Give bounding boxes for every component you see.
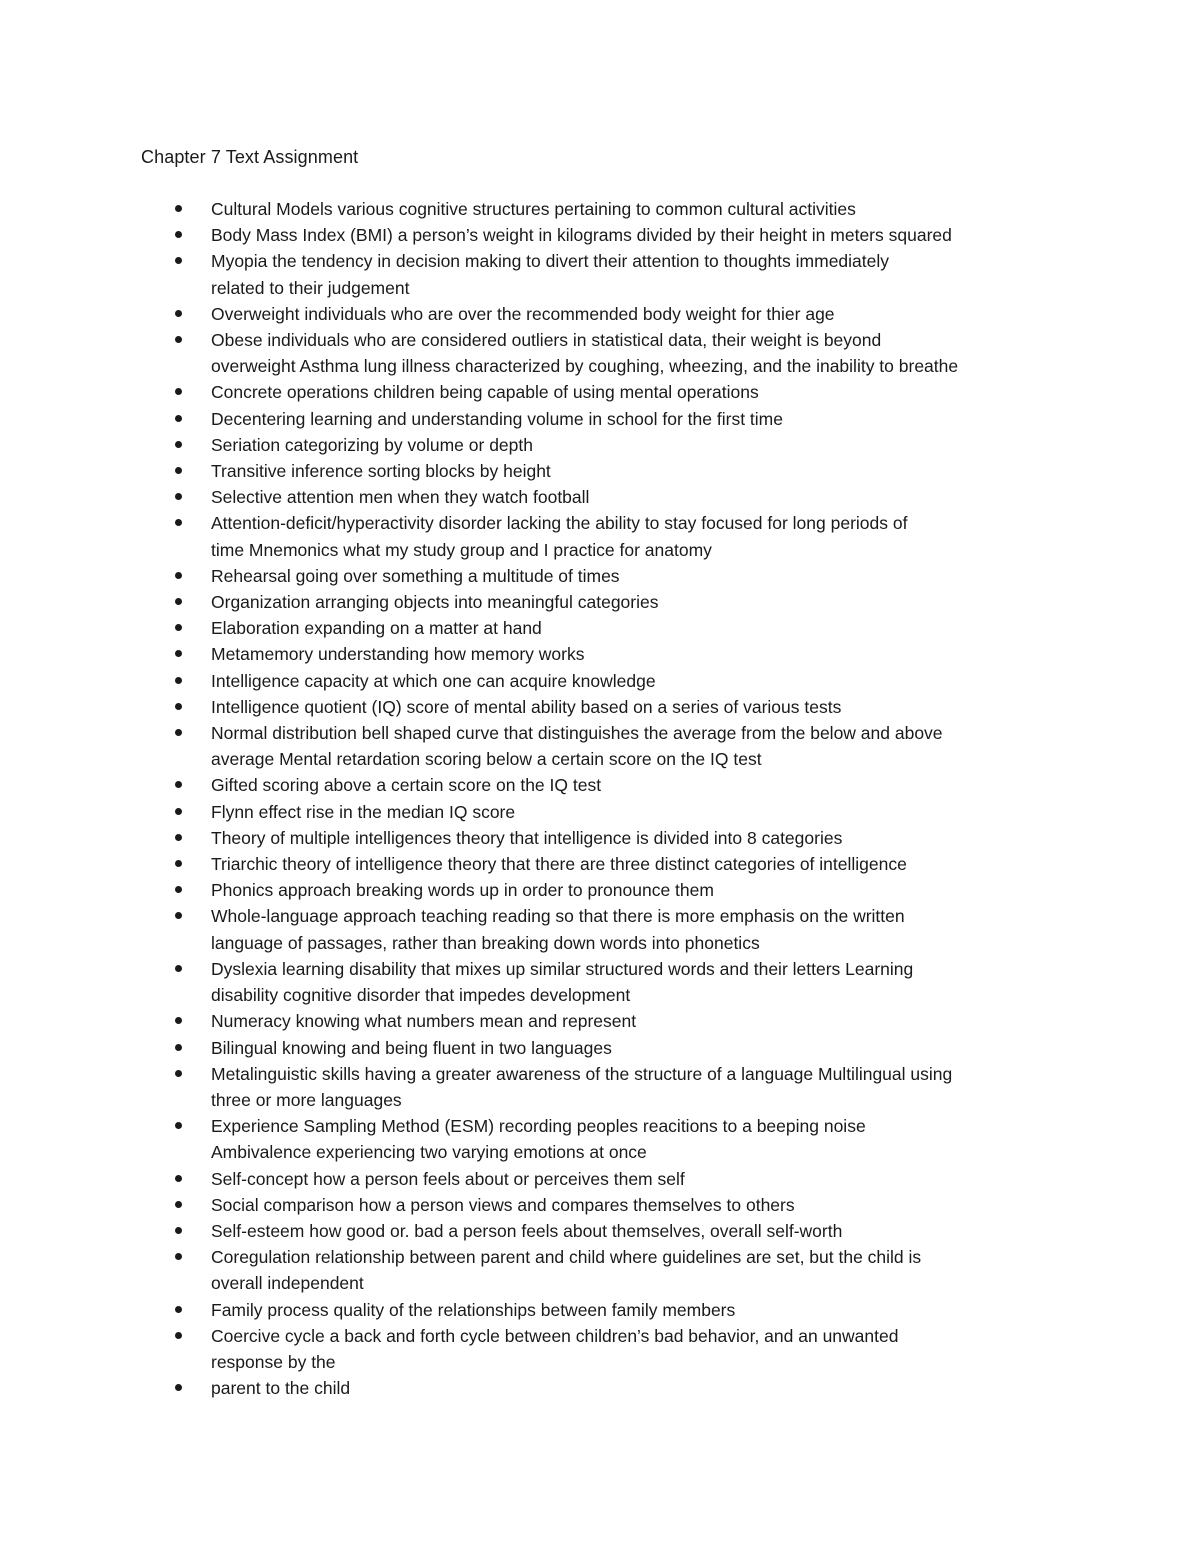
- bullet-icon: [175, 1201, 182, 1208]
- bullet-icon: [175, 415, 182, 422]
- list-item: [0, 1244, 1081, 1296]
- list-item: [0, 196, 1081, 222]
- bullet-icon: [175, 703, 182, 710]
- list-item-text: language of passages, rather than breaking down words into phonetics: [211, 932, 760, 953]
- bullet-icon: [175, 388, 182, 395]
- bullet-icon: [175, 598, 182, 605]
- list-item-text: Social comparison how a person views and compares themselves to others: [211, 1194, 795, 1215]
- list-item-text: Self-concept how a person feels about or perceives them self: [211, 1168, 685, 1189]
- list-item-text: parent to the child: [211, 1378, 351, 1399]
- list-item-text: Transitive inference sorting blocks by height: [211, 461, 551, 482]
- list-item: [0, 301, 1081, 327]
- list-item: [0, 510, 1081, 562]
- bullet-icon: [175, 1175, 182, 1182]
- bullet-icon: [175, 572, 182, 579]
- list-item-text: Normal distribution bell shaped curve that distinguishes the average from the below and above: [211, 723, 943, 744]
- bullet-icon: [175, 205, 182, 212]
- bullet-list: [0, 196, 1200, 1401]
- list-item-text: Bilingual knowing and being fluent in two languages: [211, 1037, 612, 1058]
- list-item-text: Metamemory understanding how memory works: [211, 644, 585, 665]
- list-item: [0, 1008, 1081, 1034]
- bullet-icon: [175, 729, 182, 736]
- list-item-text: overall independent: [211, 1273, 364, 1294]
- list-item: [0, 694, 1081, 720]
- list-item-text: Decentering learning and understanding volume in school for the first time: [211, 408, 783, 429]
- list-item-text: Overweight individuals who are over the recommended body weight for thier age: [211, 303, 835, 324]
- list-item-text: overweight Asthma lung illness characterized by coughing, wheezing, and the inability to breathe: [211, 356, 959, 377]
- list-item-text: response by the: [211, 1351, 336, 1372]
- list-item-text: Family process quality of the relationships between family members: [211, 1299, 736, 1320]
- list-item: [0, 1166, 1081, 1192]
- list-item: [0, 432, 1081, 458]
- bullet-icon: [175, 677, 182, 684]
- list-item: [0, 877, 1081, 903]
- bullet-icon: [175, 781, 182, 788]
- list-item: [0, 563, 1081, 589]
- list-item: [0, 379, 1081, 405]
- list-item-text: Concrete operations children being capable of using mental operations: [211, 382, 759, 403]
- list-item: [0, 484, 1081, 510]
- list-item-text: Obese individuals who are considered outliers in statistical data, their weight is beyond: [211, 330, 882, 351]
- list-item-text: Elaboration expanding on a matter at hand: [211, 618, 542, 639]
- list-item: [0, 589, 1081, 615]
- list-item: [0, 1113, 1081, 1165]
- list-item-text: disability cognitive disorder that impedes development: [211, 985, 631, 1006]
- list-item: [0, 1218, 1081, 1244]
- bullet-icon: [175, 231, 182, 238]
- list-item-text: Phonics approach breaking words up in order to pronounce them: [211, 880, 714, 901]
- list-item-text: Experience Sampling Method (ESM) recording peoples reacitions to a beeping noise: [211, 1116, 866, 1137]
- list-item-text: Cultural Models various cognitive structures pertaining to common cultural activities: [211, 199, 856, 219]
- list-item: [0, 720, 1081, 772]
- bullet-icon: [175, 965, 182, 972]
- bullet-icon: [175, 1384, 182, 1391]
- bullet-icon: [175, 624, 182, 631]
- list-item: [0, 1323, 1081, 1375]
- list-item-text: Dyslexia learning disability that mixes up similar structured words and their letters Learning: [211, 958, 914, 979]
- list-item: [0, 222, 1081, 248]
- bullet-icon: [175, 1227, 182, 1234]
- list-item-text: Metalinguistic skills having a greater awareness of the structure of a language Multilingual using: [211, 1063, 953, 1084]
- bullet-icon: [175, 310, 182, 317]
- list-item-text: three or more languages: [211, 1089, 402, 1110]
- list-item-text: Organization arranging objects into meaningful categories: [211, 592, 659, 613]
- list-item: [0, 615, 1081, 641]
- list-item-text: Body Mass Index (BMI) a person’s weight in kilograms divided by their height in meters squared: [211, 225, 952, 246]
- list-item-text: Gifted scoring above a certain score on the IQ test: [211, 775, 602, 796]
- bullet-icon: [175, 1070, 182, 1077]
- list-item: [0, 1061, 1081, 1113]
- bullet-icon: [175, 441, 182, 448]
- list-item-text: Triarchic theory of intelligence theory that there are three distinct categories of intelligence: [211, 854, 907, 875]
- list-item: [0, 956, 1081, 1008]
- list-item-text: Flynn effect rise in the median IQ score: [211, 801, 516, 822]
- list-item-text: Intelligence quotient (IQ) score of mental ability based on a series of various tests: [211, 696, 842, 717]
- list-item: [0, 825, 1081, 851]
- list-item: [0, 641, 1081, 667]
- list-item-text: related to their judgement: [211, 277, 410, 298]
- list-item-text: Coercive cycle a back and forth cycle between children’s bad behavior, and an unwanted: [211, 1325, 899, 1346]
- list-item-text: Intelligence capacity at which one can acquire knowledge: [211, 670, 656, 691]
- bullet-icon: [175, 1306, 182, 1313]
- bullet-icon: [175, 808, 182, 815]
- bullet-icon: [175, 1044, 182, 1051]
- list-item-text: Coregulation relationship between parent and child where guidelines are set, but the child is: [211, 1247, 922, 1268]
- list-item: [0, 1035, 1081, 1061]
- bullet-icon: [175, 519, 182, 526]
- bullet-icon: [175, 886, 182, 893]
- list-item-text: Rehearsal going over something a multitude of times: [211, 565, 620, 586]
- list-item: [0, 1375, 1081, 1401]
- list-item-text: Attention-deficit/hyperactivity disorder lacking the ability to stay focused for long periods of: [211, 513, 908, 534]
- bullet-icon: [175, 1017, 182, 1024]
- list-item: [0, 1192, 1081, 1218]
- list-item: [0, 248, 1081, 300]
- list-item: [0, 799, 1081, 825]
- list-item-text: Seriation categorizing by volume or depth: [211, 434, 533, 455]
- list-item: [0, 772, 1081, 798]
- list-item: [0, 851, 1081, 877]
- list-item-text: Theory of multiple intelligences theory that intelligence is divided into 8 categories: [211, 827, 843, 848]
- bullet-icon: [175, 336, 182, 343]
- bullet-icon: [175, 1122, 182, 1129]
- bullet-icon: [175, 1332, 182, 1339]
- bullet-icon: [175, 860, 182, 867]
- bullet-icon: [175, 1253, 182, 1260]
- list-item: [0, 903, 1081, 955]
- list-item-text: Self-esteem how good or. bad a person feels about themselves, overall self-worth: [211, 1220, 843, 1241]
- bullet-icon: [175, 257, 182, 264]
- bullet-icon: [175, 493, 182, 500]
- bullet-icon: [175, 467, 182, 474]
- bullet-icon: [175, 650, 182, 657]
- document-title: Chapter 7 Text Assignment: [141, 147, 359, 167]
- list-item: [0, 1297, 1081, 1323]
- list-item-text: Numeracy knowing what numbers mean and represent: [211, 1011, 637, 1032]
- list-item: [0, 327, 1081, 379]
- list-item-text: Myopia the tendency in decision making to divert their attention to thoughts immediately: [211, 251, 890, 272]
- list-item: [0, 406, 1081, 432]
- list-item: [0, 458, 1081, 484]
- list-item-text: average Mental retardation scoring below a certain score on the IQ test: [211, 749, 762, 770]
- bullet-icon: [175, 834, 182, 841]
- list-item: [0, 668, 1081, 694]
- bullet-icon: [175, 912, 182, 919]
- list-item-text: Selective attention men when they watch football: [211, 487, 590, 508]
- list-item-text: Whole-language approach teaching reading so that there is more emphasis on the written: [211, 906, 905, 927]
- list-item-text: time Mnemonics what my study group and I practice for anatomy: [211, 539, 712, 560]
- list-item-text: Ambivalence experiencing two varying emotions at once: [211, 1142, 647, 1163]
